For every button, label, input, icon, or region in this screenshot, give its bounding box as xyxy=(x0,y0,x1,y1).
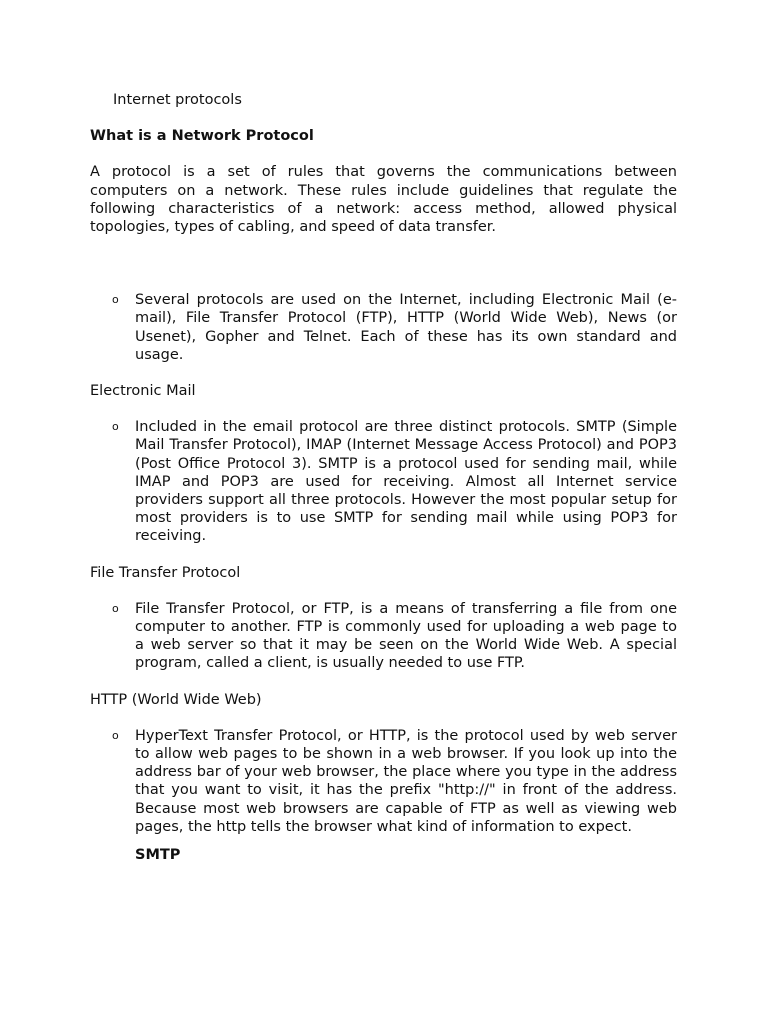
section-heading-electronic-mail: Electronic Mail xyxy=(90,383,196,400)
paragraph-spacer xyxy=(90,236,677,291)
list-item-text: Several protocols are used on the Internet, including Electronic Mail (e-mail), File Transfer Protocol (FTP), HTTP (World Wide Web), News (or Usenet), Gopher and Telnet. Each of these has its own standard and usage. xyxy=(135,292,677,363)
list-item-text: HyperText Transfer Protocol, or HTTP, is the protocol used by web server to allow web pages to be shown in a web browser. If you look up into the address bar of your web browser, the place where you type in the address that you want to visit, it has the prefix "http://" in front of the address. Because most web browsers are capable of FTP as well as viewing web pages, the http tells the browser what kind of information to expect. xyxy=(135,727,677,835)
intro-paragraph: A protocol is a set of rules that governs the communications between computers on a network. These rules include guidelines that regulate the following characteristics of a network: access method, allowed physical topologies, types of cabling, and speed of data transfer. xyxy=(90,164,677,236)
list-item-http xyxy=(90,727,677,836)
bullet-circle-icon: o xyxy=(112,293,119,307)
list-item-text: File Transfer Protocol, or FTP, is a means of transferring a file from one computer to another. FTP is commonly used for uploading a web page to a web server so that it may be seen on the World Wide Web. A special program, called a client, is usually needed to use FTP. xyxy=(135,600,677,672)
bullet-circle-icon: o xyxy=(112,601,119,615)
list-item-text: Included in the email protocol are three distinct protocols. SMTP (Simple Mail Transfer Protocol), IMAP (Internet Message Access Protocol) and POP3 (Post Office Protocol 3). SMTP is a protocol used for sending mail, while IMAP and POP3 are used for receiving. Almost all Internet service providers support all three protocols. However the most popular setup for most providers is to use SMTP for sending mail while using POP3 for receiving. xyxy=(135,419,677,545)
list-item-ftp xyxy=(90,600,677,673)
document-title-line: Internet protocols xyxy=(113,92,242,108)
section-heading-network-protocol: What is a Network Protocol xyxy=(90,128,314,145)
section-heading-ftp: File Transfer Protocol xyxy=(90,564,241,581)
document-page xyxy=(90,91,677,864)
bullet-circle-icon: o xyxy=(112,728,119,742)
subheading-smtp: SMTP xyxy=(135,847,181,864)
list-item-electronic-mail xyxy=(90,418,677,545)
section-heading-http: HTTP (World Wide Web) xyxy=(90,691,262,708)
bullet-circle-icon: o xyxy=(112,420,119,434)
list-item-overview xyxy=(90,291,677,364)
